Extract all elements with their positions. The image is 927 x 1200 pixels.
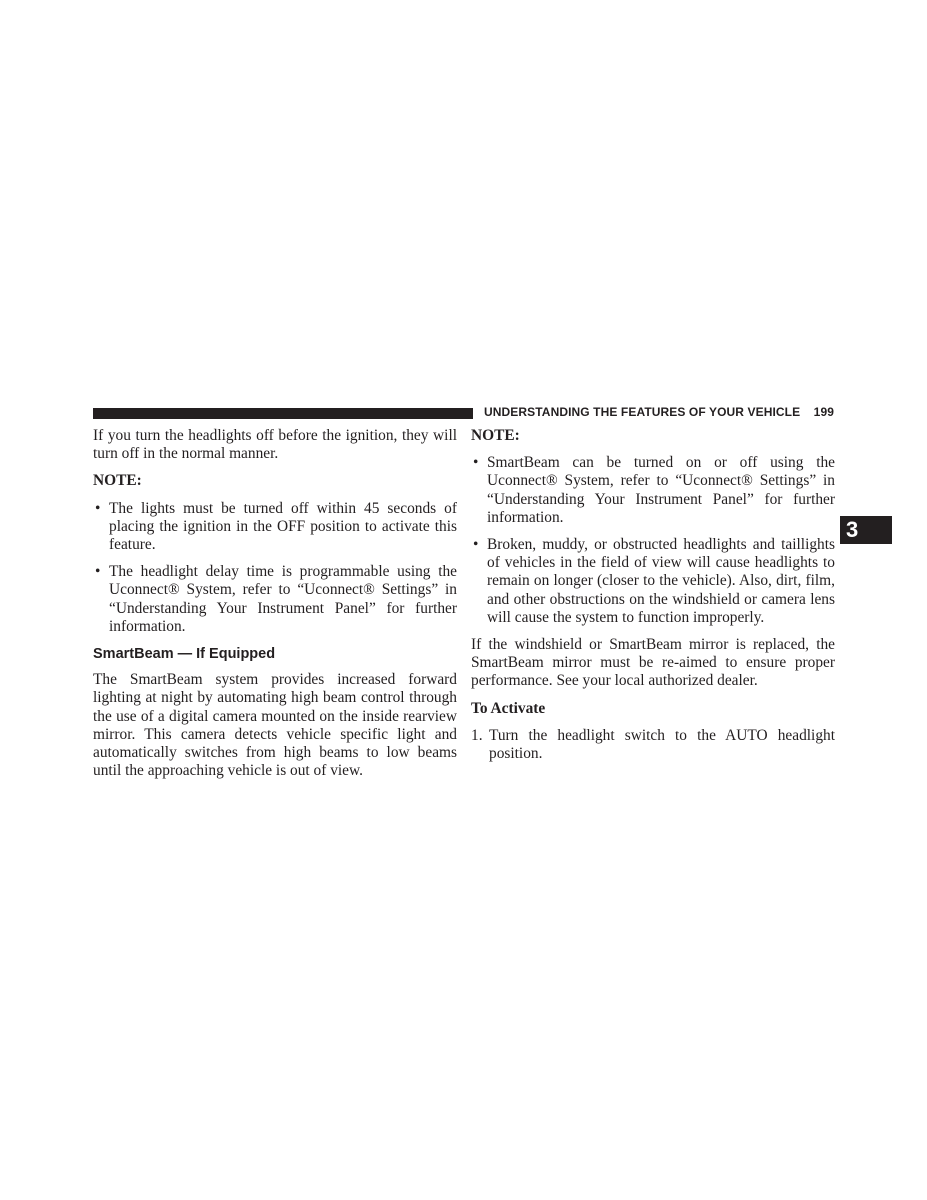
chapter-tab: 3 [840,516,892,544]
list-item: • SmartBeam can be turned on or off using the Uconnect® System, refer to “Uconnect® Settings” in “Understanding Your Instrument Panel” for further information. [473,454,835,526]
note-list [93,500,457,636]
step-text: Turn the headlight switch to the AUTO headlight position. [489,726,835,763]
bullet-icon: • [473,536,479,554]
body-paragraph: The SmartBeam system provides increased forward lighting at night by automating high beam control through the use of a digital camera mounted on the inside rearview mirror. This camera detects vehicle specific light and automatically switches from high beams to low beams until the approaching vehicle is out of view. [93,671,457,780]
section-title: UNDERSTANDING THE FEATURES OF YOUR VEHICLE [484,405,801,419]
left-column [93,427,457,789]
page-number: 199 [813,405,834,419]
step-number: 1. [471,726,483,744]
running-header [484,405,834,419]
intro-paragraph: If you turn the headlights off before the ignition, they will turn off in the normal manner. [93,427,457,463]
body-paragraph: If the windshield or SmartBeam mirror is replaced, the SmartBeam mirror must be re-aimed to ensure proper performance. See your local authorized dealer. [471,636,835,690]
note-list [471,454,835,627]
note-label: NOTE: [471,427,520,444]
list-item: • The headlight delay time is programmable using the Uconnect® System, refer to “Uconnect® Settings” in “Understanding Your Instrument Panel” for further information. [95,563,457,635]
note-label: NOTE: [93,472,142,490]
bullet-icon: • [95,499,101,517]
bullet-icon: • [95,563,101,581]
header-rule [93,408,473,419]
list-item: • The lights must be turned off within 45 seconds of placing the ignition in the OFF position to activate this feature. [95,499,457,554]
section-heading: SmartBeam — If Equipped [93,646,276,663]
right-column [471,427,835,763]
subheading: To Activate [471,699,546,717]
step-item [471,727,835,763]
list-item: • Broken, muddy, or obstructed headlights and taillights of vehicles in the field of view will cause headlights to remain on longer (closer to the vehicle). Also, dirt, film, and other obstructions on the windshield or camera lens will cause the system to function improperly. [473,536,835,626]
bullet-icon: • [473,454,479,472]
